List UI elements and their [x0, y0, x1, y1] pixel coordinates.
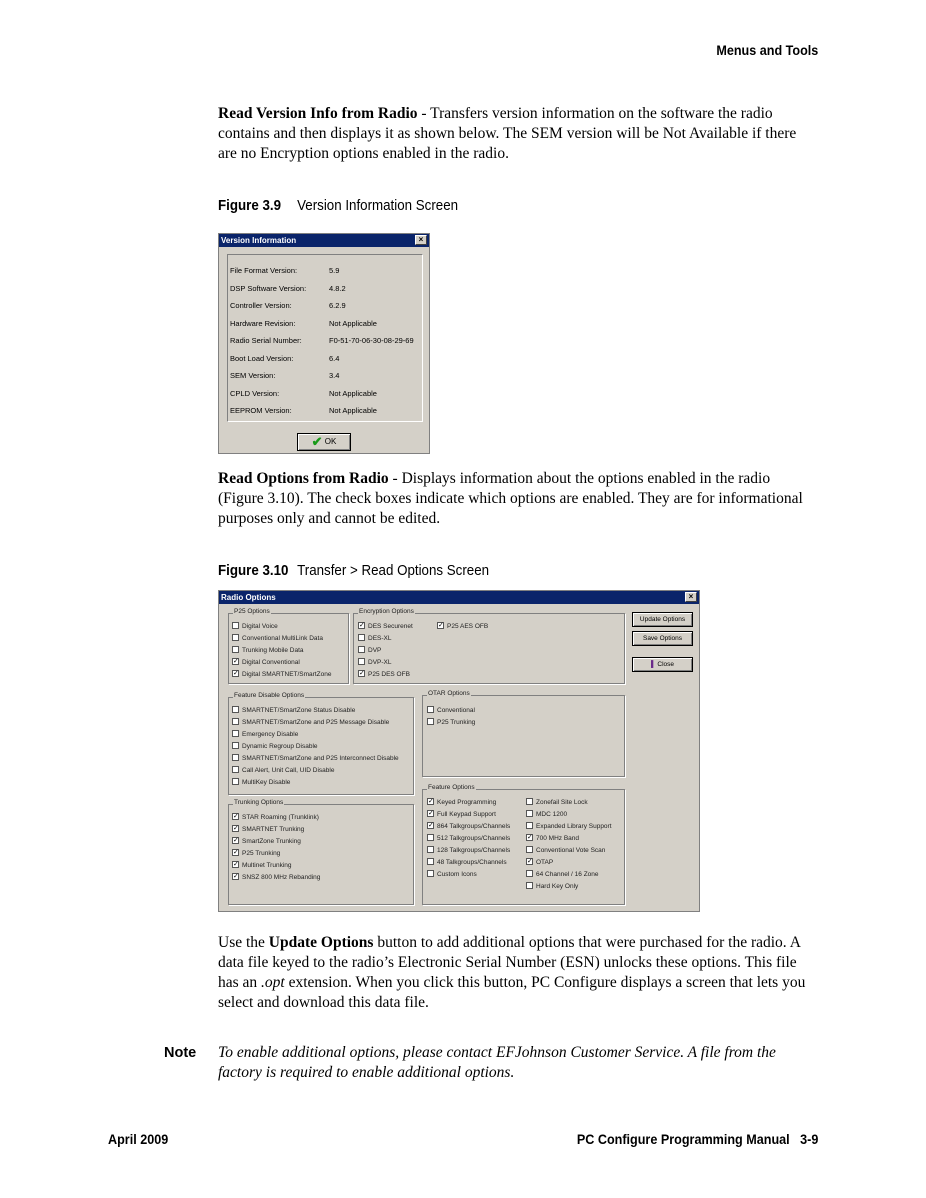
unchecked-box-icon [427, 846, 434, 853]
unchecked-box-icon [427, 706, 434, 713]
option-checkbox[interactable] [232, 646, 304, 656]
checked-box-icon: ✓ [359, 621, 365, 629]
checked-box-icon: ✓ [233, 669, 239, 677]
unchecked-box-icon [232, 634, 239, 641]
option-label: Digital SMARTNET/SmartZone [242, 671, 332, 678]
unchecked-box-icon [232, 706, 239, 713]
checked-box-icon: ✓ [233, 872, 239, 880]
option-checkbox[interactable] [232, 849, 280, 859]
option-label: Call Alert, Unit Call, UID Disable [242, 767, 335, 774]
page-number: 3-9 [799, 1131, 818, 1147]
checked-box-icon: ✓ [233, 824, 239, 832]
checked-box-icon: ✓ [233, 812, 239, 820]
close-icon[interactable]: × [415, 235, 427, 245]
version-info-value: 3.4 [329, 371, 340, 380]
version-info-value: 5.9 [329, 266, 340, 275]
option-label: DVP [368, 647, 382, 654]
option-label: Conventional MultiLink Data [242, 635, 323, 642]
unchecked-box-icon [427, 718, 434, 725]
figure-number: Figure 3.10 [218, 563, 289, 579]
close-button[interactable] [632, 657, 693, 672]
manual-title: PC Configure Programming Manual [576, 1131, 790, 1147]
radio-options-dialog [218, 590, 700, 912]
version-info-label: DSP Software Version: [230, 283, 307, 293]
option-checkbox[interactable] [232, 754, 399, 764]
file-extension: .opt [261, 974, 285, 991]
read-version-paragraph [218, 104, 818, 164]
checked-box-icon: ✓ [438, 621, 444, 629]
option-checkbox[interactable] [526, 834, 579, 844]
option-checkbox[interactable] [232, 813, 319, 823]
read-options-text: - Displays information about the options enabled in the radio (Figure 3.10). The check boxes indicate which options are enabled. They are for informational purposes only and cannot be edited. [218, 470, 803, 527]
checked-box-icon: ✓ [233, 860, 239, 868]
read-version-text: - Transfers version information on the software the radio contains and then displays it as shown below. The SEM version will be Not Available if there are no Encryption options enabled in the radio. [218, 105, 797, 162]
option-label: 128 Talkgroups/Channels [437, 847, 511, 854]
option-checkbox[interactable] [427, 822, 510, 832]
option-checkbox[interactable] [232, 658, 300, 668]
read-options-term: Read Options from Radio [218, 470, 389, 487]
version-info-value: Not Applicable [329, 318, 377, 328]
option-label: 864 Talkgroups/Channels [437, 823, 511, 830]
unchecked-box-icon [427, 858, 434, 865]
option-checkbox[interactable] [526, 870, 599, 880]
version-info-value: 4.8.2 [329, 283, 346, 293]
checked-box-icon: ✓ [428, 821, 434, 829]
option-checkbox[interactable] [232, 706, 355, 716]
option-label: DVP-XL [368, 659, 392, 666]
option-label: 700 MHz Band [536, 835, 579, 842]
version-info-value: 6.2.9 [329, 301, 346, 310]
note-text: To enable additional options, please contact EFJohnson Customer Service. A file from the factory is required to enable additional options. [218, 1044, 776, 1081]
version-info-label: Boot Load Version: [230, 353, 294, 363]
option-label: Expanded Library Support [536, 823, 612, 830]
option-label: SMARTNET/SmartZone and P25 Message Disable [242, 719, 390, 726]
text-run: extension. When you click this button, PC Configure displays a screen that lets you select and download this data file. [218, 974, 806, 1011]
unchecked-box-icon [232, 766, 239, 773]
unchecked-box-icon [526, 882, 533, 889]
update-options-term: Update Options [268, 934, 374, 951]
option-label: STAR Roaming (Trunklink) [242, 814, 319, 821]
option-checkbox[interactable] [427, 870, 477, 880]
option-checkbox[interactable] [232, 837, 301, 847]
option-checkbox[interactable] [427, 834, 510, 844]
read-version-term: Read Version Info from Radio [218, 105, 418, 122]
option-label: Multinet Trunking [242, 862, 292, 869]
option-label: Trunking Mobile Data [242, 647, 304, 654]
checked-box-icon: ✓ [527, 833, 533, 841]
option-checkbox[interactable] [232, 730, 298, 740]
option-checkbox[interactable] [358, 658, 391, 668]
figure-3-10-caption [218, 563, 489, 579]
option-label: Conventional [437, 707, 475, 714]
checked-box-icon: ✓ [428, 809, 434, 817]
option-checkbox[interactable] [427, 858, 507, 868]
figure-title: Transfer > Read Options Screen [297, 563, 490, 579]
option-label: SMARTNET/SmartZone and P25 Interconnect Disable [242, 755, 399, 762]
option-checkbox[interactable] [427, 706, 475, 716]
unchecked-box-icon [526, 822, 533, 829]
option-checkbox[interactable] [232, 825, 304, 835]
text-run: button to add additional options that were purchased for the radio. A data file keyed to the radio’s Electronic Serial Number (ESN) unlocks these options. This file has an [218, 934, 801, 991]
option-checkbox[interactable] [526, 846, 605, 856]
option-label: P25 Trunking [242, 850, 281, 857]
option-checkbox[interactable] [232, 622, 278, 632]
option-label: MDC 1200 [536, 811, 568, 818]
option-checkbox[interactable] [427, 846, 510, 856]
option-label: 64 Channel / 16 Zone [536, 871, 599, 878]
footer-manual [576, 1131, 818, 1147]
option-checkbox[interactable] [232, 766, 334, 776]
group-title: Encryption Options [359, 608, 414, 615]
option-label: MultiKey Disable [242, 779, 291, 786]
door-icon: ▌ [650, 661, 656, 668]
option-checkbox[interactable] [232, 861, 292, 871]
version-info-label: Hardware Revision: [230, 318, 296, 328]
version-info-label: SEM Version: [230, 371, 276, 380]
option-label: SNSZ 800 MHz Rebanding [242, 874, 321, 881]
option-label: 48 Talkgroups/Channels [437, 859, 507, 866]
option-checkbox[interactable] [526, 882, 578, 892]
checked-box-icon: ✓ [233, 836, 239, 844]
option-checkbox[interactable] [232, 742, 318, 752]
version-info-value: 6.4 [329, 353, 340, 363]
option-checkbox[interactable] [232, 670, 331, 680]
version-info-label: File Format Version: [230, 266, 298, 275]
checkmark-icon: ✔ [311, 434, 323, 449]
option-label: Zonefail Site Lock [536, 799, 588, 806]
dialog-titlebar [219, 591, 699, 604]
dialog-titlebar [219, 234, 429, 247]
unchecked-box-icon [526, 846, 533, 853]
unchecked-box-icon [526, 798, 533, 805]
option-label: Emergency Disable [242, 731, 299, 738]
checked-box-icon: ✓ [359, 669, 365, 677]
checked-box-icon: ✓ [233, 657, 239, 665]
option-label: DES Securenet [368, 623, 413, 630]
version-info-label: EEPROM Version: [230, 406, 292, 415]
group-title: Trunking Options [234, 799, 284, 806]
option-label: OTAP [536, 859, 554, 866]
option-label: DES-XL [368, 635, 392, 642]
close-icon[interactable]: × [685, 592, 697, 602]
option-checkbox[interactable] [526, 858, 553, 868]
unchecked-box-icon [358, 658, 365, 665]
read-options-paragraph [218, 469, 818, 529]
option-label: 512 Talkgroups/Channels [437, 835, 511, 842]
version-info-label: CPLD Version: [230, 388, 280, 398]
option-checkbox[interactable] [437, 622, 488, 632]
option-checkbox[interactable] [232, 778, 290, 788]
option-label: Custom Icons [437, 871, 477, 878]
unchecked-box-icon [427, 834, 434, 841]
option-checkbox[interactable] [526, 810, 567, 820]
option-label: P25 Trunking [437, 719, 476, 726]
option-label: P25 AES OFB [447, 623, 489, 630]
option-checkbox[interactable] [427, 798, 496, 808]
ok-label: OK [324, 437, 337, 447]
figure-title: Version Information Screen [297, 198, 459, 214]
ok-button[interactable] [297, 433, 351, 451]
unchecked-box-icon [232, 718, 239, 725]
option-checkbox[interactable] [427, 810, 496, 820]
option-checkbox[interactable] [232, 718, 389, 728]
option-checkbox[interactable] [526, 798, 588, 808]
footer-date: April 2009 [108, 1131, 169, 1147]
option-label: Hard Key Only [536, 883, 579, 890]
figure-3-9-caption [218, 198, 458, 214]
option-checkbox[interactable] [358, 622, 413, 632]
option-label: Digital Voice [242, 623, 278, 630]
option-checkbox[interactable] [232, 634, 323, 644]
option-label: SmartZone Trunking [242, 838, 301, 845]
group-title: P25 Options [234, 608, 270, 615]
unchecked-box-icon [427, 870, 434, 877]
version-info-value: Not Applicable [329, 388, 377, 398]
option-checkbox[interactable] [358, 670, 410, 680]
close-label: Close [657, 661, 675, 668]
group-title: OTAR Options [428, 690, 470, 697]
version-info-value: Not Applicable [329, 406, 377, 415]
option-label: P25 DES OFB [368, 671, 410, 678]
unchecked-box-icon [358, 646, 365, 653]
text-run: Use the [218, 934, 269, 951]
group-title: Feature Options [428, 784, 475, 791]
unchecked-box-icon [232, 646, 239, 653]
option-checkbox[interactable] [358, 646, 381, 656]
option-label: Full Keypad Support [437, 811, 496, 818]
unchecked-box-icon [232, 742, 239, 749]
figure-number: Figure 3.9 [218, 198, 282, 214]
dialog-title: Radio Options [221, 593, 276, 602]
version-info-value: F0-51-70-06-30-08-29-69 [329, 336, 414, 345]
option-checkbox[interactable] [526, 822, 612, 832]
option-label: Keyed Programming [437, 799, 497, 806]
option-checkbox[interactable] [427, 718, 475, 728]
update-options-button[interactable]: Update Options [632, 612, 693, 627]
option-checkbox[interactable] [358, 634, 391, 644]
unchecked-box-icon [526, 870, 533, 877]
unchecked-box-icon [232, 622, 239, 629]
option-label: Conventional Vote Scan [536, 847, 606, 854]
checked-box-icon: ✓ [233, 848, 239, 856]
option-label: SMARTNET Trunking [242, 826, 305, 833]
save-options-button[interactable]: Save Options [632, 631, 693, 646]
dialog-title: Version Information [221, 236, 297, 245]
checked-box-icon: ✓ [527, 857, 533, 865]
version-info-dialog [218, 233, 430, 454]
group-title: Feature Disable Options [234, 692, 305, 699]
update-options-paragraph [218, 933, 818, 1013]
option-label: SMARTNET/SmartZone Status Disable [242, 707, 356, 714]
unchecked-box-icon [526, 810, 533, 817]
version-info-label: Radio Serial Number: [230, 336, 302, 345]
option-label: Digital Conventional [242, 659, 300, 666]
unchecked-box-icon [232, 730, 239, 737]
unchecked-box-icon [232, 754, 239, 761]
option-checkbox[interactable] [232, 873, 320, 883]
note-label: Note [164, 1045, 197, 1061]
version-info-label: Controller Version: [230, 301, 292, 310]
running-header: Menus and Tools [716, 42, 818, 58]
option-label: Dynamic Regroup Disable [242, 743, 318, 750]
unchecked-box-icon [232, 778, 239, 785]
checked-box-icon: ✓ [428, 797, 434, 805]
unchecked-box-icon [358, 634, 365, 641]
